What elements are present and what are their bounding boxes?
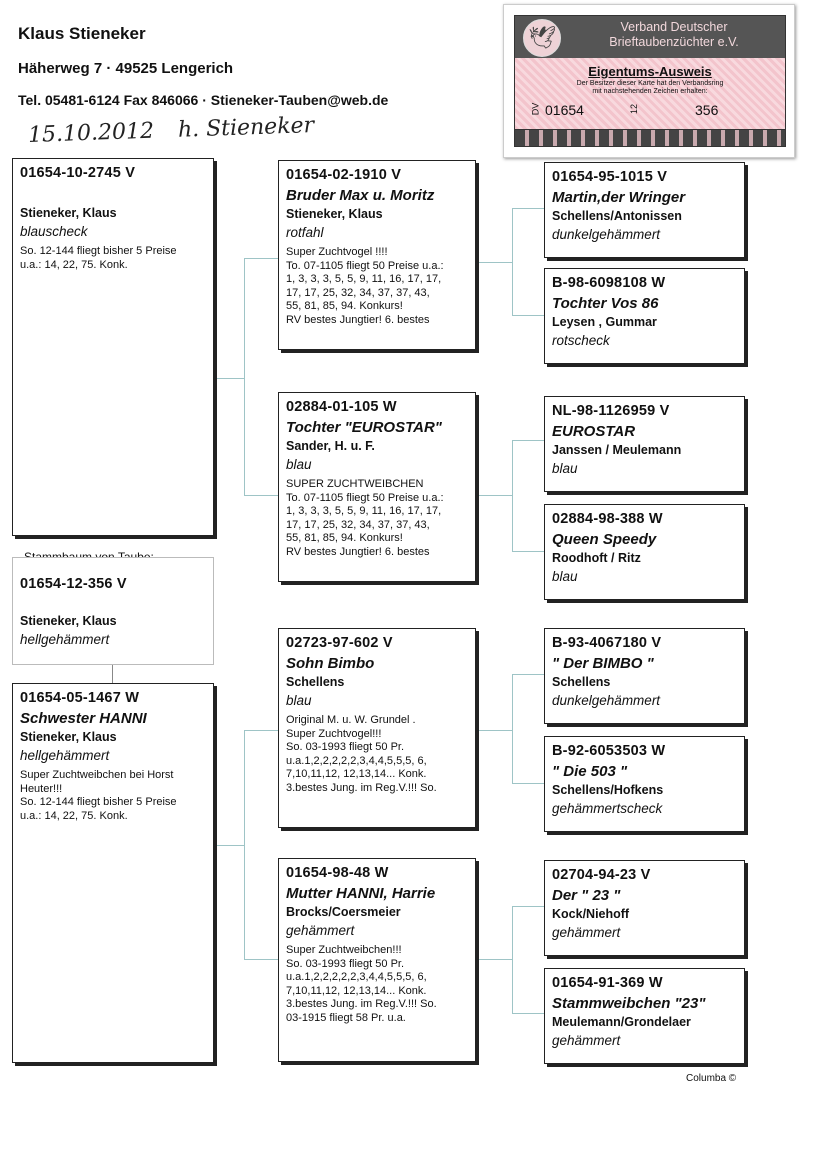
- pigeon-name: " Die 503 ": [552, 763, 628, 780]
- ring-number: 02704-94-23 V: [552, 867, 651, 883]
- connector: [512, 783, 544, 784]
- breeder: Leysen , Gummar: [552, 315, 657, 329]
- breeder: Meulemann/Grondelaer: [552, 1015, 691, 1029]
- ring-number: 01654-98-48 W: [286, 865, 389, 881]
- ancestor-card-fmf: [544, 396, 745, 492]
- connector: [215, 378, 245, 379]
- breeder: Kock/Niehoff: [552, 907, 630, 921]
- connector: [244, 959, 278, 960]
- connector: [215, 845, 245, 846]
- connector: [512, 674, 513, 784]
- connector: [244, 730, 278, 731]
- ring-number: 01654-10-2745 V: [20, 165, 136, 181]
- connector: [512, 208, 513, 316]
- maternal-grandfather-card: [278, 628, 476, 828]
- pigeon-name: Der " 23 ": [552, 887, 621, 904]
- software-credit: Columba ©: [686, 1073, 737, 1084]
- subject-card: [12, 557, 214, 665]
- breeder: Brocks/Coersmeier: [286, 905, 401, 919]
- ancestor-card-mfm: [544, 736, 745, 832]
- owner-contact: Tel. 05481-6124 Fax 846066 · Stieneker-Tauben@web.de: [18, 92, 389, 108]
- note-line-2: mit nachstehenden Zeichen erhalten:: [592, 88, 708, 95]
- connector: [477, 262, 513, 263]
- connector: [244, 495, 278, 496]
- id-card-header: [515, 16, 785, 58]
- ancestor-card-mmf: [544, 860, 745, 956]
- pigeon-name: Stammweibchen "23": [552, 995, 706, 1012]
- handwritten-signature: [28, 113, 315, 148]
- breeder: Janssen / Meulemann: [552, 443, 682, 457]
- id-card-border-pattern: [515, 129, 785, 146]
- ancestor-card-mff: [544, 628, 745, 724]
- id-card-body: [514, 15, 786, 147]
- connector: [512, 1013, 544, 1014]
- maternal-grandmother-card: [278, 858, 476, 1062]
- connector: [512, 551, 544, 552]
- id-card-organization: [567, 20, 781, 50]
- connector: [512, 315, 544, 316]
- id-card-prefix: DV: [530, 102, 541, 116]
- pigeon-name: Martin,der Wringer: [552, 189, 686, 206]
- breeder: Stieneker, Klaus: [20, 206, 117, 220]
- plumage-color: blau: [552, 461, 578, 476]
- ring-number: B-92-6053503 W: [552, 743, 666, 759]
- ancestor-card-fff: [544, 162, 745, 258]
- pigeon-name: Tochter "EUROSTAR": [286, 419, 442, 436]
- performance-remarks: So. 12-144 fliegt bisher 5 Preise u.a.: 14, 22, 75. Konk.: [20, 245, 177, 271]
- plumage-color: gehämmert: [286, 923, 355, 938]
- ring-number: B-93-4067180 V: [552, 635, 662, 651]
- org-line-2: Brieftaubenzüchter e.V.: [609, 35, 739, 49]
- handwritten-date: 15.10.2012: [27, 118, 155, 148]
- breeder: Stieneker, Klaus: [286, 207, 383, 221]
- plumage-color: dunkelgehämmert: [552, 693, 661, 708]
- father-card: [12, 158, 214, 536]
- breeder: Schellens/Antonissen: [552, 209, 682, 223]
- performance-remarks: Super Zuchtvogel !!!! To. 07-1105 fliegt 50 Preise u.a.: 1, 3, 3, 3, 5, 5, 9, 11, 16, 17, 17, 17, 17, 25, 32, 34, 37, 37, 43, 55, 81, 85, 94. Konkurs! RV bestes Jungtier! 6. bestes: [286, 246, 444, 326]
- ring-number: 01654-05-1467 W: [20, 690, 140, 706]
- plumage-color: blau: [552, 569, 578, 584]
- pigeon-name: Schwester HANNI: [20, 710, 147, 727]
- plumage-color: rotscheck: [552, 333, 610, 348]
- performance-remarks: Super Zuchtweibchen bei Horst Heuter!!! So. 12-144 fliegt bisher 5 Preise u.a.: 14, 22, 75. Konk.: [20, 769, 177, 822]
- breeder: Roodhoft / Ritz: [552, 551, 641, 565]
- pigeon-name: " Der BIMBO ": [552, 655, 654, 672]
- plumage-color: hellgehämmert: [20, 632, 110, 647]
- ring-number: 02884-01-105 W: [286, 399, 397, 415]
- ring-number: 02723-97-602 V: [286, 635, 393, 651]
- plumage-color: gehämmert: [552, 1033, 621, 1048]
- plumage-color: dunkelgehämmert: [552, 227, 661, 242]
- connector: [244, 258, 245, 496]
- connector: [512, 906, 544, 907]
- connector: [112, 665, 113, 683]
- id-card-club: 01654: [545, 102, 584, 118]
- plumage-color: gehämmertscheck: [552, 801, 663, 816]
- note-line-1: Der Besitzer dieser Karte hat den Verbandsring: [576, 80, 724, 87]
- ring-number: 01654-95-1015 V: [552, 169, 668, 185]
- breeder: Stieneker, Klaus: [20, 614, 117, 628]
- connector: [244, 258, 278, 259]
- owner-address: Häherweg 7 · 49525 Lengerich: [18, 60, 234, 77]
- plumage-color: rotfahl: [286, 225, 324, 240]
- plumage-color: gehämmert: [552, 925, 621, 940]
- mother-card: [12, 683, 214, 1063]
- ancestor-card-ffm: [544, 268, 745, 364]
- connector: [512, 674, 544, 675]
- connector: [512, 208, 544, 209]
- connector: [512, 440, 544, 441]
- id-card-year: 12: [629, 103, 640, 115]
- pigeon-name: EUROSTAR: [552, 423, 636, 440]
- pigeon-name: Sohn Bimbo: [286, 655, 375, 672]
- ring-number: 01654-91-369 W: [552, 975, 663, 991]
- ring-number: 01654-02-1910 V: [286, 167, 402, 183]
- connector: [512, 440, 513, 552]
- connector: [244, 730, 245, 960]
- pigeon-name: Bruder Max u. Moritz: [286, 187, 435, 204]
- handwritten-name: h. Stieneker: [177, 113, 315, 143]
- pigeon-name: [20, 185, 206, 203]
- ring-number: 02884-98-388 W: [552, 511, 663, 527]
- ring-number: 01654-12-356 V: [20, 576, 127, 592]
- performance-remarks: Original M. u. W. Grundel . Super Zuchtvogel!!! So. 03-1993 fliegt 50 Pr. u.a.1,2,2,2,2,2,3,4,4,5,5,5, 6, 7,10,11,12, 12,13,14... Konk. 3.bestes Jung. im Reg.V.!!! So.: [286, 714, 437, 794]
- connector: [477, 495, 513, 496]
- performance-remarks: Super Zuchtweibchen!!! So. 03-1993 fliegt 50 Pr. u.a.1,2,2,2,2,2,3,4,4,5,5,5, 6, 7,10,11,12, 12,13,14... Konk. 3.bestes Jung. im Reg.V.!!! So. 03-1915 fliegt 58 Pr. u.a.: [286, 944, 437, 1024]
- id-card-note: [521, 80, 779, 96]
- id-card-number: 356: [695, 102, 719, 118]
- ancestor-card-fmm: [544, 504, 745, 600]
- breeder: Schellens: [552, 675, 611, 689]
- breeder: Schellens: [286, 675, 345, 689]
- owner-name: Klaus Stieneker: [18, 24, 146, 43]
- pigeon-name: Tochter Vos 86: [552, 295, 659, 312]
- id-card-title: Eigentums-Ausweis: [588, 64, 712, 79]
- plumage-color: blau: [286, 693, 312, 708]
- pigeon-name: Mutter HANNI, Harrie: [286, 885, 436, 902]
- paternal-grandfather-card: [278, 160, 476, 350]
- ring-number: B-98-6098108 W: [552, 275, 666, 291]
- performance-remarks: SUPER ZUCHTWEIBCHEN To. 07-1105 fliegt 50 Preise u.a.: 1, 3, 3, 3, 5, 5, 9, 11, 16, 17, 17, 17, 17, 25, 32, 34, 37, 37, 43, 55, 81, 85, 94. Konkurs! RV bestes Jungtier! 6. bestes: [286, 478, 444, 558]
- ring-number: NL-98-1126959 V: [552, 403, 670, 419]
- dove-icon: 🕊: [523, 19, 561, 57]
- breeder: Sander, H. u. F.: [286, 439, 375, 453]
- breeder: Stieneker, Klaus: [20, 730, 117, 744]
- connector: [477, 730, 513, 731]
- ancestor-card-mmm: [544, 968, 745, 1064]
- plumage-color: blauscheck: [20, 224, 88, 239]
- plumage-color: blau: [286, 457, 312, 472]
- breeder: Schellens/Hofkens: [552, 783, 664, 797]
- connector: [477, 959, 513, 960]
- paternal-grandmother-card: [278, 392, 476, 582]
- pigeon-name: Queen Speedy: [552, 531, 657, 548]
- ownership-id-card: [503, 4, 795, 158]
- org-line-1: Verband Deutscher: [620, 20, 728, 34]
- plumage-color: hellgehämmert: [20, 748, 110, 763]
- connector: [512, 906, 513, 1014]
